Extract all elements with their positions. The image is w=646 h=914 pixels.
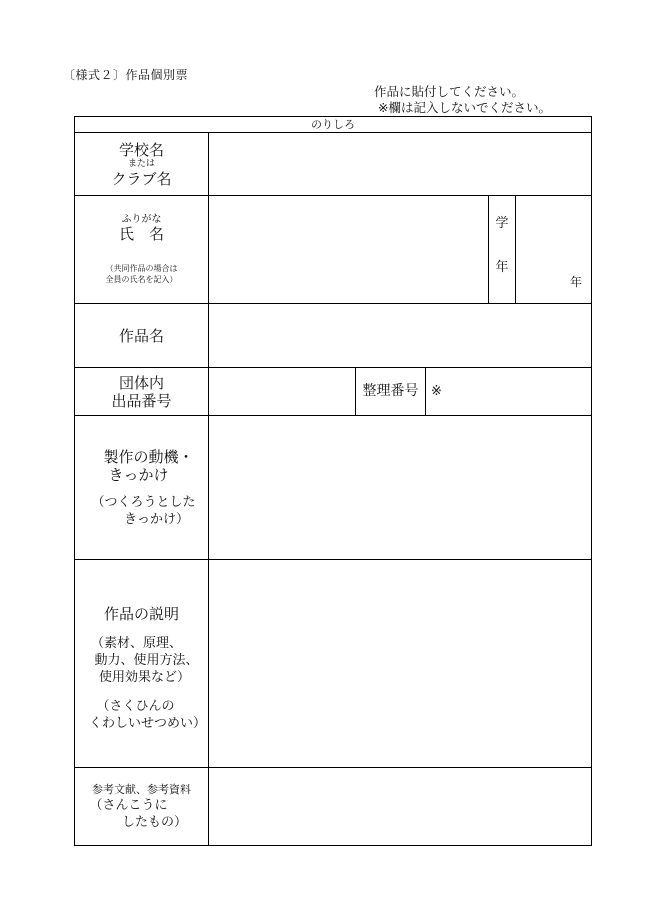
references-line: 参考文献、参考資料 xyxy=(92,783,191,796)
joint-work-note: 全員の氏名を記入） xyxy=(105,275,178,284)
grade-label-char: 年 xyxy=(495,260,509,275)
grade-label-char: 学 xyxy=(495,216,509,231)
motive-line: きっかけ xyxy=(108,465,169,484)
entry-number-line: 団体内 xyxy=(118,373,164,392)
references-field[interactable] xyxy=(209,768,591,845)
name-label xyxy=(75,196,208,303)
work-title-text: 作品名 xyxy=(118,326,164,345)
entry-number-line: 出品番号 xyxy=(111,391,172,410)
control-number-mark: ※ xyxy=(431,384,442,399)
entry-form-table xyxy=(74,116,592,846)
references-line: （さんこうに xyxy=(89,798,168,813)
field-instruction: ※欄は記入しないでください。 xyxy=(378,100,551,115)
school-or-line: または xyxy=(127,158,155,169)
joint-work-note: （共同作品の場合は xyxy=(105,264,178,273)
description-hint-line: 動力、使用方法、 xyxy=(94,653,199,668)
references-label xyxy=(75,768,208,845)
control-column-divider xyxy=(425,367,426,415)
glue-margin-label: のりしろ xyxy=(311,118,355,131)
description-field[interactable] xyxy=(209,560,591,767)
school-name-field[interactable] xyxy=(209,133,591,195)
references-line: したもの） xyxy=(121,815,187,830)
grade-column-divider xyxy=(488,195,489,303)
club-name-line: クラブ名 xyxy=(111,169,172,188)
motive-hint-line: きっかけ） xyxy=(123,511,189,527)
motive-field[interactable] xyxy=(209,416,591,559)
entry-number-field[interactable] xyxy=(209,368,355,415)
work-title-label xyxy=(75,304,208,367)
form-number-label: 〔様式２〕作品個別票 xyxy=(63,68,189,82)
description-hint-line: （さくひんの xyxy=(96,699,175,714)
school-name-line: 学校名 xyxy=(118,140,164,159)
motive-label xyxy=(75,416,208,559)
description-label xyxy=(75,560,208,767)
motive-hint-line: （つくろうとした xyxy=(91,494,196,510)
work-title-field[interactable] xyxy=(209,304,591,367)
name-field[interactable] xyxy=(209,196,488,303)
description-title: 作品の説明 xyxy=(103,605,179,623)
control-number-label: 整理番号 xyxy=(362,383,419,399)
name-title: 氏 名 xyxy=(118,225,164,243)
description-hint-line: 使用効果など） xyxy=(98,670,190,685)
description-hint-line: （素材、原理、 xyxy=(90,636,182,651)
paste-instruction: 作品に貼付してください。 xyxy=(374,84,525,99)
entry-number-label xyxy=(75,368,208,415)
grade-suffix: 年 xyxy=(570,275,583,289)
furigana-label: ふりがな xyxy=(121,214,162,225)
description-hint-line: くわしいせつめい） xyxy=(88,716,206,731)
school-name-label xyxy=(75,133,208,195)
motive-line: 製作の動機・ xyxy=(103,447,194,466)
